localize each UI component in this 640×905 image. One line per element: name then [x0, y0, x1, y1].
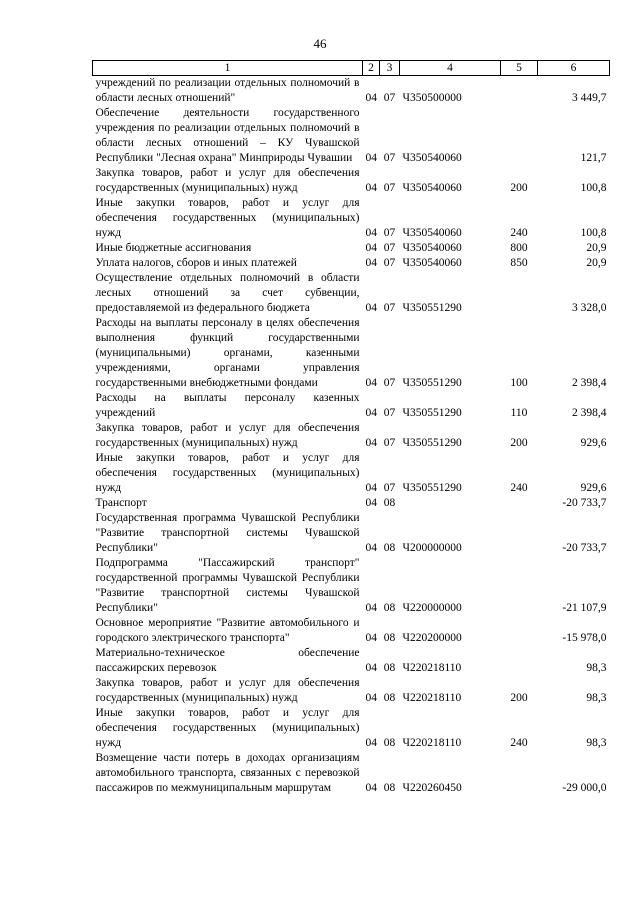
amount: 2 398,4: [572, 377, 607, 389]
section-code: 04: [365, 437, 377, 449]
section-code: 04: [365, 632, 377, 644]
budget-table: [92, 60, 610, 796]
target-article-code: Ч350551290: [402, 302, 462, 314]
expense-type-code: [501, 616, 538, 646]
column-header: 6: [538, 61, 610, 76]
target-article-code: [400, 496, 501, 511]
section-code: 04: [365, 152, 377, 164]
subsection-code: 07: [383, 482, 396, 494]
subsection-code: 08: [383, 632, 396, 644]
section-code: 04: [365, 302, 377, 314]
expense-type-code: 100: [510, 377, 528, 389]
subsection-code: 07: [383, 152, 396, 164]
row-description: Уплата налогов, сборов и иных платежей: [95, 257, 297, 269]
section-code: 04: [365, 497, 377, 509]
expense-type-code: 240: [510, 227, 528, 239]
amount: 100,8: [580, 227, 607, 239]
row-description: Подпрограмма "Пассажирский транспорт" государственной программы Чувашской Республики "Развитие транспортной системы Чувашской Республики": [95, 557, 360, 614]
row-description: Осуществление отдельных полномочий в области лесных отношений за счет субвенции, предоставляемой из федерального бюджета: [95, 272, 360, 314]
amount: 3 449,7: [572, 92, 607, 104]
target-article-code: Ч220000000: [402, 602, 462, 614]
row-description: Закупка товаров, работ и услуг для обеспечения государственных (муниципальных) нужд: [95, 167, 360, 194]
column-header: 2: [363, 61, 380, 76]
table-row: [93, 106, 610, 166]
expense-type-code: [501, 556, 538, 616]
amount: 929,6: [580, 482, 607, 494]
column-header: 4: [400, 61, 501, 76]
subsection-code: 08: [383, 602, 396, 614]
expense-type-code: 110: [510, 407, 528, 419]
row-description: Иные закупки товаров, работ и услуг для обеспечения государственных (муниципальных) нужд: [95, 707, 360, 749]
target-article-code: Ч200000000: [402, 542, 462, 554]
table-row: [93, 76, 610, 107]
column-header: 5: [501, 61, 538, 76]
subsection-code: 07: [383, 92, 396, 104]
table-body: [93, 76, 610, 797]
subsection-code: 07: [383, 437, 396, 449]
target-article-code: Ч220200000: [402, 632, 462, 644]
expense-type-code: [501, 646, 538, 676]
expense-type-code: [501, 511, 538, 556]
amount: -29 000,0: [562, 782, 607, 794]
column-header: 3: [380, 61, 400, 76]
table-row: [93, 751, 610, 796]
expense-type-code: 240: [510, 737, 528, 749]
subsection-code: 07: [383, 302, 396, 314]
section-code: 04: [365, 482, 377, 494]
row-description: Расходы на выплаты персоналу казенных учреждений: [95, 392, 360, 419]
target-article-code: Ч350551290: [402, 377, 462, 389]
row-description: Иные закупки товаров, работ и услуг для обеспечения государственных (муниципальных) нужд: [95, 197, 360, 239]
row-description: Обеспечение деятельности государственного учреждения по реализации отдельных полномочий в области лесных отношений – КУ Чувашской Республики "Лесная охрана" Минприроды Чувашии: [95, 107, 360, 164]
amount: 100,8: [580, 182, 607, 194]
target-article-code: Ч350540060: [402, 227, 462, 239]
expense-type-code: [501, 751, 538, 796]
subsection-code: 08: [383, 692, 396, 704]
subsection-code: 08: [383, 662, 396, 674]
expense-type-code: [501, 271, 538, 316]
column-header: 1: [93, 61, 363, 76]
amount: -15 978,0: [562, 632, 607, 644]
row-description: Материально-техническое обеспечение пассажирских перевозок: [95, 647, 360, 674]
expense-type-code: 200: [510, 182, 528, 194]
table-row: [93, 616, 610, 646]
amount: 98,3: [586, 692, 607, 704]
table-row: [93, 451, 610, 496]
row-description: Транспорт: [95, 497, 147, 509]
table-row: [93, 271, 610, 316]
target-article-code: Ч350551290: [402, 407, 462, 419]
table-row: [93, 496, 610, 511]
table-row: [93, 166, 610, 196]
table-row: [93, 676, 610, 706]
table-row: [93, 196, 610, 241]
table-row: [93, 511, 610, 556]
row-description: Закупка товаров, работ и услуг для обеспечения государственных (муниципальных) нужд: [95, 677, 360, 704]
subsection-code: 08: [383, 497, 396, 509]
page-number: 46: [313, 36, 327, 51]
expense-type-code: 240: [510, 482, 528, 494]
target-article-code: Ч220218110: [402, 662, 462, 674]
expense-type-code: 200: [510, 692, 528, 704]
target-article-code: Ч350540060: [402, 242, 462, 254]
target-article-code: Ч220260450: [402, 782, 462, 794]
row-description: Иные закупки товаров, работ и услуг для обеспечения государственных (муниципальных) нужд: [95, 452, 360, 494]
target-article-code: Ч350551290: [402, 437, 462, 449]
expense-type-code: 850: [510, 257, 528, 269]
subsection-code: 08: [383, 542, 396, 554]
subsection-code: 08: [383, 737, 396, 749]
section-code: 04: [365, 407, 377, 419]
expense-type-code: [501, 496, 538, 511]
section-code: 04: [365, 182, 377, 194]
amount: -21 107,9: [562, 602, 607, 614]
table-row: [93, 646, 610, 676]
row-description: Расходы на выплаты персоналу в целях обеспечения выполнения функций государственными (муниципальными) органами, казенными учреждениями, органами управления государственными внебюджетными фондами: [95, 317, 360, 389]
section-code: 04: [365, 782, 377, 794]
row-description: Закупка товаров, работ и услуг для обеспечения государственных (муниципальных) нужд: [95, 422, 360, 449]
amount: 929,6: [580, 437, 607, 449]
section-code: 04: [365, 662, 377, 674]
table-row: [93, 391, 610, 421]
subsection-code: 07: [383, 257, 396, 269]
section-code: 04: [365, 602, 377, 614]
row-description: Возмещение части потерь в доходах организациям автомобильного транспорта, связанных с перевозкой пассажиров по межмуниципальным маршрутам: [95, 752, 360, 794]
target-article-code: Ч350540060: [402, 257, 462, 269]
amount: 3 328,0: [572, 302, 607, 314]
subsection-code: 07: [383, 227, 396, 239]
amount: -20 733,7: [562, 542, 607, 554]
section-code: 04: [365, 227, 377, 239]
section-code: 04: [365, 257, 377, 269]
row-description: Иные бюджетные ассигнования: [95, 242, 252, 254]
section-code: 04: [365, 542, 377, 554]
row-description: Основное мероприятие "Развитие автомобильного и городского электрического транспорта": [95, 617, 360, 644]
amount: -20 733,7: [562, 497, 607, 509]
expense-type-code: [501, 76, 538, 107]
target-article-code: Ч220218110: [402, 737, 462, 749]
table-row: [93, 556, 610, 616]
amount: 20,9: [586, 242, 607, 254]
row-description: учреждений по реализации отдельных полномочий в области лесных отношений": [95, 77, 360, 104]
target-article-code: Ч350551290: [402, 482, 462, 494]
amount: 2 398,4: [572, 407, 607, 419]
target-article-code: Ч350540060: [402, 182, 462, 194]
subsection-code: 07: [383, 407, 396, 419]
target-article-code: Ч350540060: [402, 152, 462, 164]
subsection-code: 07: [383, 377, 396, 389]
header-row: [93, 61, 610, 76]
section-code: 04: [365, 377, 377, 389]
amount: 121,7: [580, 152, 607, 164]
table-row: [93, 241, 610, 256]
subsection-code: 08: [383, 782, 396, 794]
table-row: [93, 706, 610, 751]
subsection-code: 07: [383, 242, 396, 254]
target-article-code: Ч220218110: [402, 692, 462, 704]
row-description: Государственная программа Чувашской Республики "Развитие транспортной системы Чувашской Республики": [95, 512, 360, 554]
table-row: [93, 421, 610, 451]
amount: 98,3: [586, 737, 607, 749]
table-row: [93, 316, 610, 391]
amount: 20,9: [586, 257, 607, 269]
subsection-code: 07: [383, 182, 396, 194]
target-article-code: Ч350500000: [402, 92, 462, 104]
expense-type-code: 200: [510, 437, 528, 449]
table-row: [93, 256, 610, 271]
section-code: 04: [365, 92, 377, 104]
section-code: 04: [365, 737, 377, 749]
amount: 98,3: [586, 662, 607, 674]
expense-type-code: 800: [510, 242, 528, 254]
section-code: 04: [365, 692, 377, 704]
section-code: 04: [365, 242, 377, 254]
expense-type-code: [501, 106, 538, 166]
